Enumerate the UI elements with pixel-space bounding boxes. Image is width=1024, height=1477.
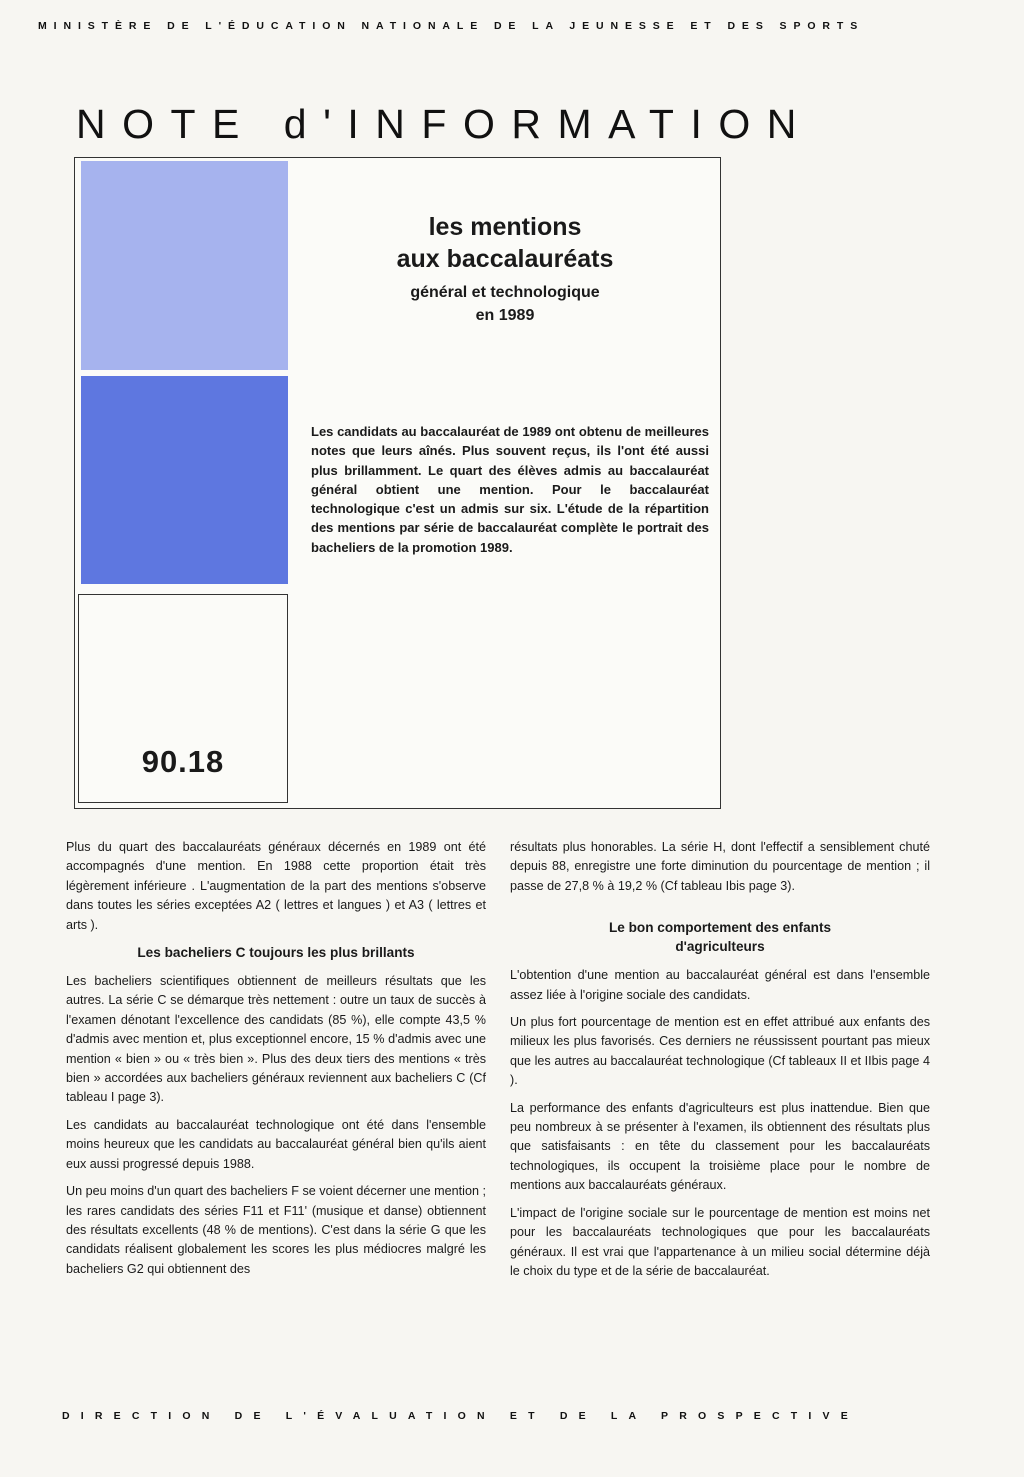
body-paragraph: Plus du quart des baccalauréats généraux décernés en 1989 ont été accompagnés d'une mention. En 1988 cette proportion était très légèrement inférieure . L'augmentation de la part des mentions s'observe dans toutes les séries exceptées A2 ( lettres et langues ) et A3 ( lettres et arts ). [66,840,486,932]
body-paragraph: L'impact de l'origine sociale sur le pourcentage de mention est moins net pour les baccalauréats technologiques que pour les baccalauréats généraux. Il est vrai que l'appartenance à un milieu social détermine déjà le choix du type et de la série de baccalauréat. [510,1205,930,1278]
right-column [510,838,930,1289]
body-paragraph: Les candidats au baccalauréat technologique ont été dans l'ensemble moins heureux que les candidats au baccalauréat général bien qu'ils aient eux aussi progressé depuis 1988. [66,1117,486,1171]
body-paragraph: La performance des enfants d'agriculteurs est plus inattendue. Bien que peu nombreux à se présenter à l'examen, ils obtiennent des résultats plus que satisfaisants : en tête du classement pour les baccalauréats technologiques, ils occupent la troisième place pour le nombre de mentions aux baccalauréats généraux. [510,1100,930,1193]
body-paragraph: Un plus fort pourcentage de mention est en effet attribué aux enfants des milieux les plus favorisés. Ces derniers ne réussissent pourtant pas mieux que les autres au baccalauréat technologique (Cf tableaux II et IIbis page 4 ). [510,1015,930,1088]
section-heading: Les bacheliers C toujours les plus brillants [137,945,415,961]
note-title: NOTE d'INFORMATION [76,101,813,147]
summary-paragraph: Les candidats au baccalauréat de 1989 ont obtenu de meilleures notes que leurs aînés. Plus souvent reçus, ils l'ont été aussi plus brillamment. Le quart des élèves admis au baccalauréat général obtient une mention. Pour le baccalauréat technologique c'est un admis sur six. L'étude de la répartition des mentions par série de baccalauréat complète le portrait des bacheliers de la promotion 1989. [311,424,709,555]
document-title-line2: aux baccalauréats [396,245,614,273]
document-subtitle-line2: en 1989 [475,307,535,324]
document-subtitle-line1: général et technologique [410,284,600,301]
body-paragraph: résultats plus honorables. La série H, dont l'effectif a sensiblement chuté depuis 88, enregistre une forte diminution du pourcentage de mention ; il passe de 27,8 % à 19,2 % (Cf tableau Ibis page 3). [510,840,930,893]
cover-block-dark [81,376,288,584]
ministry-header: MINISTÈRE DE L'ÉDUCATION NATIONALE DE LA JEUNESSE ET DES SPORTS [38,20,865,32]
footer-direction: DIRECTION DE L'ÉVALUATION ET DE LA PROSPECTIVE [62,1410,859,1422]
body-paragraph: Les bacheliers scientifiques obtiennent de meilleurs résultats que les autres. La série C se démarque très nettement : outre un taux de succès à l'examen dénotant l'excellence des candidats (85 %), elle compte 43,5 % d'admis avec mention et, plus exceptionnel encore, 15 % d'admis avec une mention « bien » ou « très bien ». Plus des deux tiers des mentions « très bien » accordées aux bacheliers généraux reviennent aux bacheliers C (Cf tableau I page 3). [66,974,486,1105]
section-heading-line1: Le bon comportement des enfants [608,920,832,936]
left-column [66,838,486,1287]
cover-block-light [81,161,288,370]
body-paragraph: L'obtention d'une mention au baccalauréat général est dans l'ensemble assez liée à l'origine sociale des candidats. [510,968,930,1002]
section-heading [510,918,930,956]
body-paragraph: Un peu moins d'un quart des bacheliers F se voient décerner une mention ; les rares candidats des séries F11 et F11' (musique et danse) obtiennent des résultats excellents (48 % de mentions). C'est dans la série G que les candidats réalisent globalement les scores les plus médiocres malgré les bacheliers G2 qui obtiennent des [66,1184,486,1276]
document-title-line1: les mentions [428,213,582,241]
section-heading-line2: d'agriculteurs [675,939,765,955]
note-number: 90.18 [141,744,225,779]
